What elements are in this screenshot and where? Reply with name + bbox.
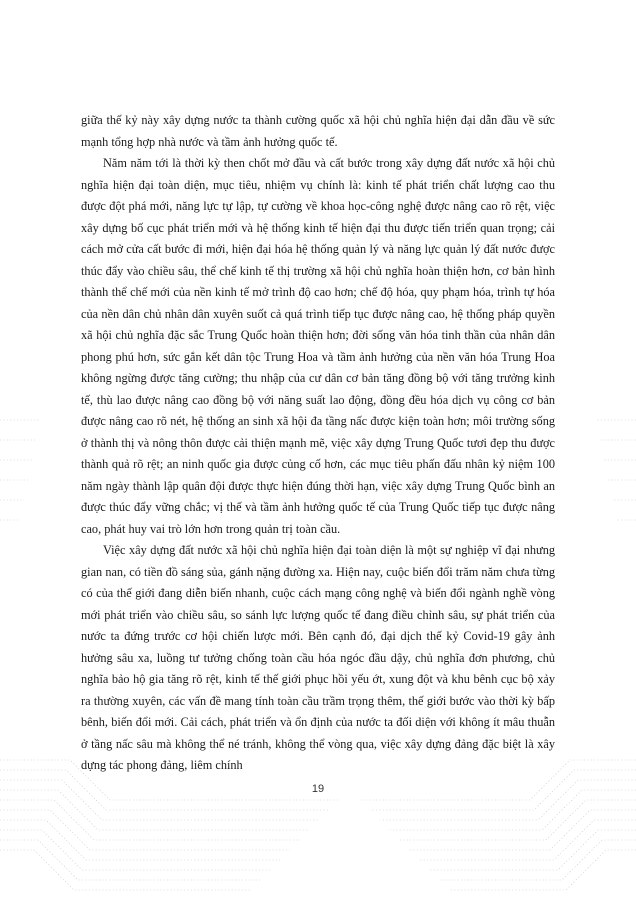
paragraph-3: Việc xây dựng đất nước xã hội chủ nghĩa hiện đại toàn diện là một sự nghiệp vĩ đại nhưng gian nan, có tiền đồ sáng sủa, gánh nặng đường xa. Hiện nay, cuộc biến đổi trăm năm chưa từng có của thế giới đang diễn biến nhanh, cuộc cách mạng công nghệ và biến đổi ngành nghề vòng mới phát triển vào chiều sâu, so sánh lực lượng quốc tế đang điều chỉnh sâu, sự phát triển của nước ta đứng trước cơ hội chiến lược mới. Bên cạnh đó, đại dịch thế kỷ Covid-19 gây ảnh hưởng sâu xa, luồng tư tưởng chống toàn cầu hóa ngóc đầu dậy, chủ nghĩa đơn phương, chủ nghĩa bảo hộ gia tăng rõ rệt, kinh tế thế giới phục hồi yếu ớt, xung đột và khu bênh cục bộ xảy ra thường xuyên, các vấn đề mang tính toàn cầu trầm trọng thêm, thế giới bước vào thời kỳ bấp bênh, biến đổi mới. Cải cách, phát triển và ổn định của nước ta đối diện với không ít mâu thuẫn ở tầng nấc sâu mà không thể né tránh, không thể vòng qua, việc xây dựng đảng đặc biệt là xây dựng tác phong đảng, liêm chính bbox=[81, 543, 555, 772]
paragraph-2: Năm năm tới là thời kỳ then chốt mở đầu và cất bước trong xây dựng đất nước xã hội chủ nghĩa hiện đại toàn diện, mục tiêu, nhiệm vụ chính là: kinh tế phát triển chất lượng cao thu được đột phá mới, năng lực tự lập, tự cường về khoa học-công nghệ được nâng cao rõ rệt, việc xây dựng bố cục phát triển mới và hệ thống kinh tế hiện đại thu được tiến triển quan trọng; cải cách mở cửa cất bước đi mới, hiện đại hóa hệ thống quản lý và năng lực quản lý đất nước được thúc đẩy vào chiều sâu, thể chế kinh tế thị trường xã hội chủ nghĩa hoàn thiện hơn, cơ bản hình thành thể chế mới của nền kinh tế mở trình độ cao hơn; chế độ hóa, quy phạm hóa, trình tự hóa của nền dân chủ nhân dân xuyên suốt cả quá trình tiếp tục được nâng cao, hệ thống pháp quyền xã hội chủ nghĩa đặc sắc Trung Quốc hoàn thiện hơn; đời sống văn hóa tinh thần của nhân dân phong phú hơn, sức gắn kết dân tộc Trung Hoa và tầm ảnh hưởng của nền văn hóa Trung Hoa không ngừng được tăng cường; thu nhập của cư dân cơ bản tăng đồng bộ với tăng trưởng kinh tế, thù lao được nâng cao đồng bộ với năng suất lao động, đồng đều hóa dịch vụ công cơ bản được nâng cao rõ nét, hệ thống an sinh xã hội đa tầng nấc được kiện toàn hơn; môi trường sống ở thành thị và nông thôn được cải thiện mạnh mẽ, việc xây dựng Trung Quốc tươi đẹp thu được thành quả rõ rệt; an ninh quốc gia được củng cố hơn, các mục tiêu phấn đấu nhân kỷ niệm 100 năm ngày thành lập quân đội được thực hiện đúng thời hạn, việc xây dựng Trung Quốc bình an được thúc đẩy vững chắc; vị thế và tầm ảnh hưởng quốc tế của Trung Quốc tiếp tục được nâng cao, phát huy vai trò lớn hơn trong quản trị toàn cầu. bbox=[81, 156, 555, 536]
page-number: 19 bbox=[311, 783, 325, 795]
paragraph-1: giữa thế kỷ này xây dựng nước ta thành cường quốc xã hội chủ nghĩa hiện đại dẫn đầu về sức mạnh tổng hợp nhà nước và tầm ảnh hưởng quốc tế. bbox=[81, 113, 555, 149]
body-text bbox=[81, 110, 555, 777]
